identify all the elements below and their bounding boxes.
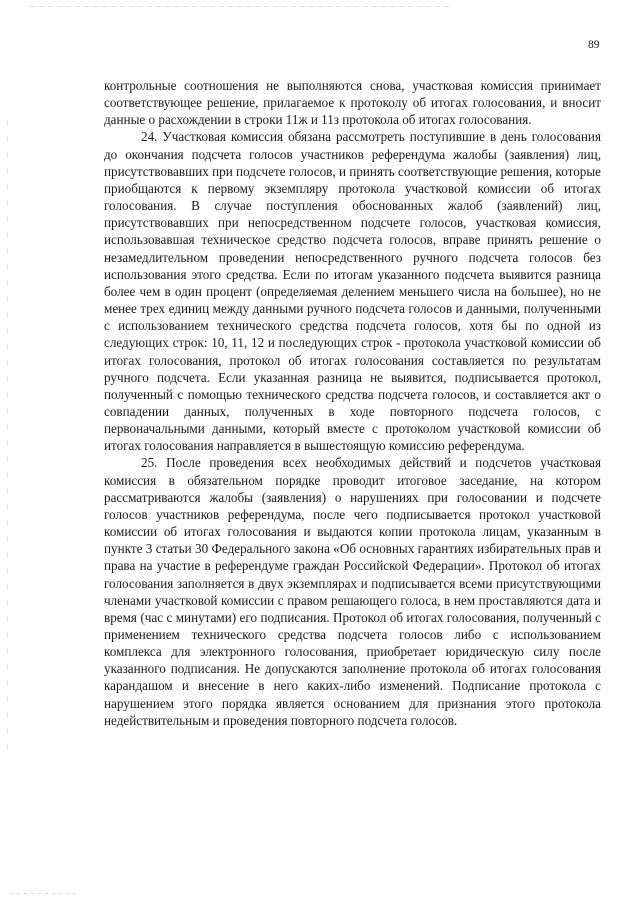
- paragraph-item-25: 25. После проведения всех необходимых действий и подсчетов участковая комиссия в обязательном порядке проводит итоговое заседание, на котором рассматриваются жалобы (заявления) о нарушениях при голосовании и подсчете голосов участников референдума, после чего подписывается протокол участковой комиссии об итогах голосования и выдаются копии протокола лицам, указанным в пункте 3 статьи 30 Федерального закона «Об основных гарантиях избирательных прав и права на участие в референдуме граждан Российской Федерации». Протокол об итогах голосования заполняется в двух экземплярах и подписывается всеми присутствующими членами участковой комиссии с правом решающего голоса, в нем проставляются дата и время (час с минутами) его подписания. Протокол об итогах голосования, полученный с применением технического средства подсчета голосов либо с использованием комплекса для электронного голосования, приобретает юридическую силу после указанного подписания. Не допускаются заполнение протокола об итогах голосования карандашом и внесение в него каких-либо изменений. Подписание протокола с нарушением этого порядка является основанием для признания этого протокола недействительным и проведения повторного подсчета голосов.: [104, 455, 601, 728]
- paragraph-item-24: 24. Участковая комиссия обязана рассмотреть поступившие в день голосования до окончания подсчета голосов участников референдума жалобы (заявления) лиц, присутствовавших при подсчете голосов, и принять соответствующие решения, которые приобщаются к первому экземпляру протокола участковой комиссии об итогах голосования. В случае поступления обоснованных жалоб (заявлений) лиц, присутствовавших при непосредственном подсчете голосов, участковая комиссия, использовавшая техническое средство подсчета голосов, вправе принять решение о незамедлительном проведении непосредственного ручного подсчета голосов без использования этого средства. Если по итогам указанного подсчета выявится разница более чем в один процент (определяемая делением меньшего числа на большее), но не менее трех единиц между данными ручного подсчета голосов и данными, полученными с использованием технического средства подсчета голосов, хотя бы по одной из следующих строк: 10, 11, 12 и последующих строк - протокола участковой комиссии об итогах голосования, протокол об итогах голосования составляется по результатам ручного подсчета. Если указанная разница не выявится, подписывается протокол, полученный с помощью технического средства подсчета голосов, и составляется акт о совпадении данных, полученных в ходе повторного подсчета голосов, с первоначальными данными, который вместе с протоколом участковой комиссии об итогах голосования направляется в вышестоящую комиссию референдума.: [104, 129, 601, 454]
- scan-edge-mark-left: [7, 120, 8, 760]
- document-body: [104, 77, 601, 729]
- page-number: 89: [588, 39, 600, 51]
- scan-edge-mark-bottom: [10, 893, 80, 894]
- paragraph-continuation: контрольные соотношения не выполняются снова, участковая комиссия принимает соответствующее решение, прилагаемое к протоколу об итогах голосования, и вносит данные о расхождении в строки 11ж и 11з протокола об итогах голосования.: [104, 78, 601, 128]
- scan-edge-mark-top: [30, 6, 450, 7]
